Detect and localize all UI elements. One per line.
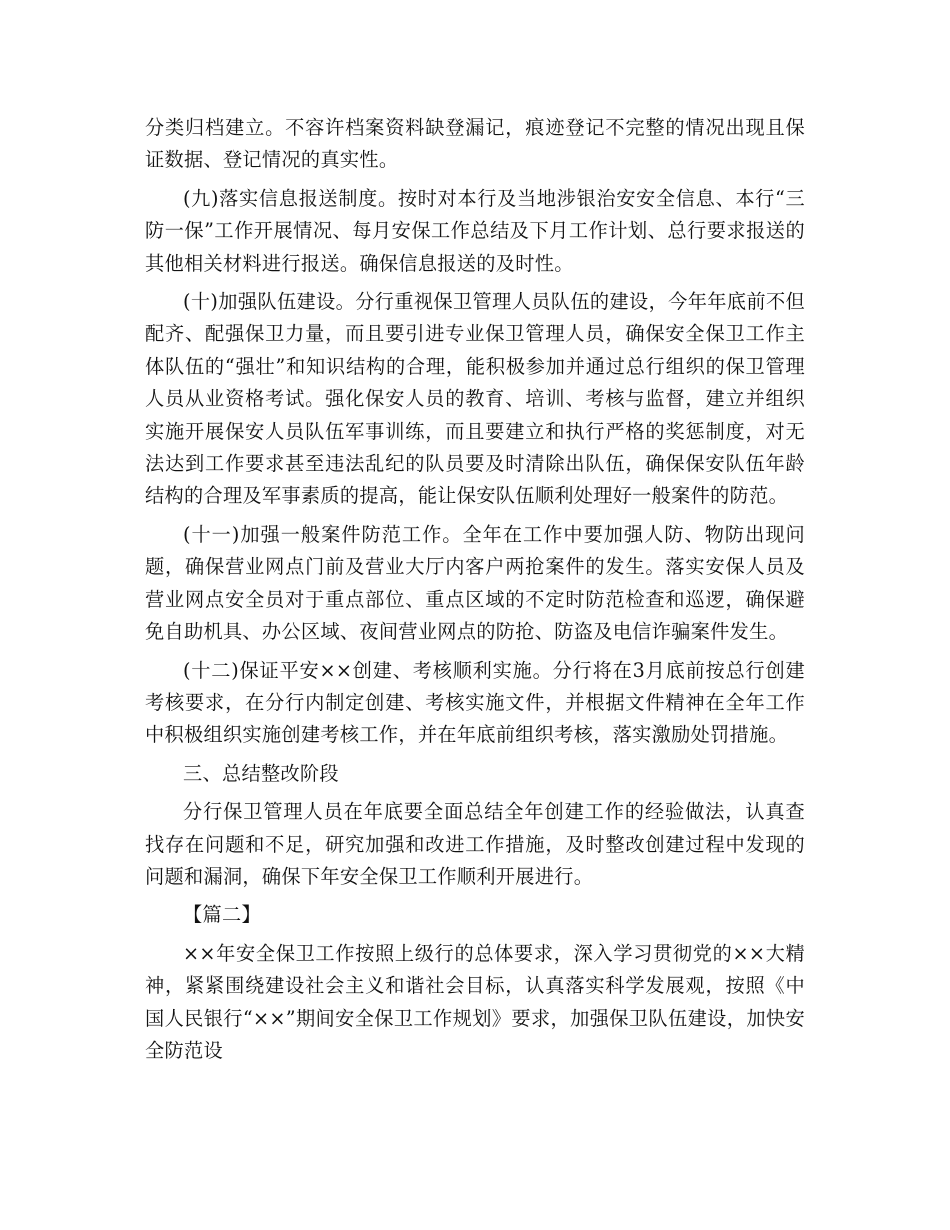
paragraph-part-two-intro: ××年安全保卫工作按照上级行的总体要求，深入学习贯彻党的××大精神，紧紧围绕建设社会主义和谐社会目标，认真落实科学发展观，按照《中国人民银行“××”期间安全保卫工作规划》要求，加强保卫队伍建设，加快安全防范设 — [145, 941, 805, 1062]
paragraph-team-building: (十)加强队伍建设。分行重视保卫管理人员队伍的建设，今年年底前不但配齐、配强保卫力量，而且要引进专业保卫管理人员，确保安全保卫工作主体队伍的“强壮”和知识结构的合理，能积极参加并通过总行组织的保卫管理人员从业资格考试。强化保安人员的教育、培训、考核与监督，建立并组织实施开展保安人员队伍军事训练，而且要建立和执行严格的奖惩制度，对无法达到工作要求甚至违法乱纪的队员要及时清除出队伍，确保保安队伍年龄结构的合理及军事素质的提高，能让保安队伍顺利处理好一般案件的防范。 — [145, 290, 805, 508]
paragraph-info-reporting: (九)落实信息报送制度。按时对本行及当地涉银治安安全信息、本行“三防一保”工作开展情况、每月安保工作总结及下月工作计划、总行要求报送的其他相关材料进行报送。确保信息报送的及时性。 — [145, 186, 805, 275]
paragraph-case-prevention: (十一)加强一般案件防范工作。全年在工作中要加强人防、物防出现问题，确保营业网点门前及营业大厅内客户两抢案件的发生。落实安保人员及营业网点安全员对于重点部位、重点区域的不定时防范检查和巡逻，确保避免自助机具、办公区域、夜间营业网点的防抢、防盗及电信诈骗案件发生。 — [145, 522, 805, 644]
paragraph-archive-filing: 分类归档建立。不容许档案资料缺登漏记，痕迹登记不完整的情况出现且保证数据、登记情况的真实性。 — [145, 116, 805, 172]
section-heading-part-two: 【篇二】 — [183, 903, 261, 927]
section-heading-summary: 三、总结整改阶段 — [183, 761, 339, 785]
paragraph-assessment: (十二)保证平安××创建、考核顺利实施。分行将在3月底前按总行创建考核要求，在分行内制定创建、考核实施文件，并根据文件精神在全年工作中积极组织实施创建考核工作，并在年底前组织考核，落实激励处罚措施。 — [145, 658, 805, 747]
paragraph-summary-rectification: 分行保卫管理人员在年底要全面总结全年创建工作的经验做法，认真查找存在问题和不足，研究加强和改进工作措施，及时整改创建过程中发现的问题和漏洞，确保下年安全保卫工作顺利开展进行。 — [145, 800, 805, 888]
